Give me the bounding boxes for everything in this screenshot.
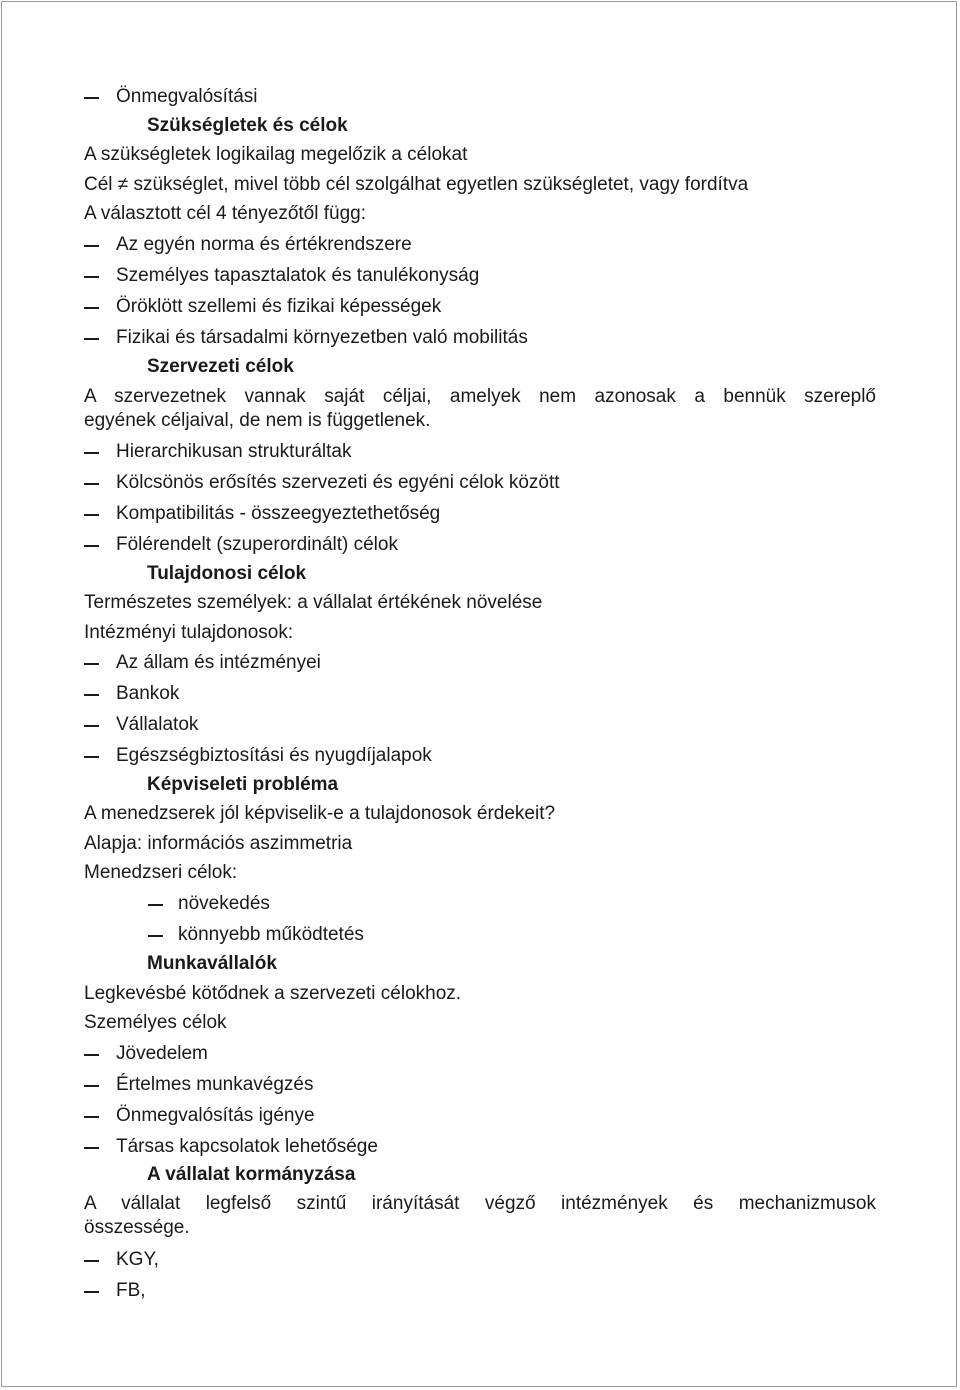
- list-item: Fizikai és társadalmi környezetben való mobilitás: [116, 327, 528, 348]
- bullet-dash: [84, 1054, 99, 1056]
- list-item: Az egyén norma és értékrendszere: [116, 234, 412, 255]
- bullet-dash: [84, 756, 99, 758]
- bullet-dash: [84, 1260, 99, 1262]
- bullet-dash: [84, 338, 99, 340]
- section-heading: Szükségletek és célok: [147, 115, 348, 136]
- list-item: Értelmes munkavégzés: [116, 1074, 314, 1095]
- bullet-dash: [84, 483, 99, 485]
- bullet-dash: [84, 452, 99, 454]
- paragraph: [84, 385, 876, 433]
- paragraph: [84, 1192, 876, 1240]
- section-heading: A vállalat kormányzása: [147, 1164, 356, 1185]
- list-item: Hierarchikusan strukturáltak: [116, 441, 352, 462]
- bullet-dash: [84, 694, 99, 696]
- list-item: Kompatibilitás - összeegyeztethetőség: [116, 503, 441, 524]
- list-item: Fölérendelt (szuperordinált) célok: [116, 534, 398, 555]
- paragraph-line: összessége.: [84, 1217, 190, 1238]
- text-line: Menedzseri célok:: [84, 862, 238, 883]
- text-line: Személyes célok: [84, 1012, 227, 1033]
- bullet-dash: [84, 1147, 99, 1149]
- section-heading: Szervezeti célok: [147, 356, 294, 377]
- bullet-dash: [148, 904, 163, 906]
- paragraph-line: A szervezetnek vannak saját céljai, amelyek nem azonosak a bennük szereplő: [84, 386, 876, 407]
- list-item: Társas kapcsolatok lehetősége: [116, 1136, 378, 1157]
- text-line: A választott cél 4 tényezőtől függ:: [84, 203, 367, 224]
- bullet-dash: [84, 1291, 99, 1293]
- section-heading: Képviseleti probléma: [147, 774, 339, 795]
- list-item: Vállalatok: [116, 714, 199, 735]
- list-item: Az állam és intézményei: [116, 652, 321, 673]
- text-line: A menedzserek jól képviselik-e a tulajdonosok érdekeit?: [84, 803, 556, 824]
- text-line: Természetes személyek: a vállalat értékének növelése: [84, 592, 543, 613]
- list-item: Kölcsönös erősítés szervezeti és egyéni célok között: [116, 472, 560, 493]
- bullet-dash: [84, 97, 99, 99]
- bullet-dash: [84, 514, 99, 516]
- list-item: Személyes tapasztalatok és tanulékonyság: [116, 265, 480, 286]
- bullet-dash: [84, 245, 99, 247]
- text-line: A szükségletek logikailag megelőzik a célokat: [84, 144, 468, 165]
- list-item: növekedés: [178, 893, 270, 914]
- list-item: FB,: [116, 1280, 146, 1301]
- list-item: Önmegvalósítási: [116, 86, 258, 107]
- text-line: Intézményi tulajdonosok:: [84, 622, 294, 643]
- bullet-dash: [84, 725, 99, 727]
- paragraph-line: egyének céljaival, de nem is függetlenek.: [84, 410, 431, 431]
- bullet-dash: [84, 1085, 99, 1087]
- bullet-dash: [84, 545, 99, 547]
- list-item: Bankok: [116, 683, 180, 704]
- list-item: KGY,: [116, 1249, 159, 1270]
- text-line: Legkevésbé kötődnek a szervezeti célokhoz.: [84, 983, 462, 1004]
- section-heading: Tulajdonosi célok: [147, 563, 307, 584]
- bullet-dash: [148, 935, 163, 937]
- list-item: Egészségbiztosítási és nyugdíjalapok: [116, 745, 432, 766]
- bullet-dash: [84, 1116, 99, 1118]
- list-item: Öröklött szellemi és fizikai képességek: [116, 296, 442, 317]
- paragraph-line: A vállalat legfelső szintű irányítását végző intézmények és mechanizmusok: [84, 1193, 876, 1214]
- section-heading: Munkavállalók: [147, 953, 277, 974]
- bullet-dash: [84, 307, 99, 309]
- text-line: Alapja: információs aszimmetria: [84, 833, 353, 854]
- list-item: könnyebb működtetés: [178, 924, 364, 945]
- bullet-dash: [84, 276, 99, 278]
- list-item: Jövedelem: [116, 1043, 208, 1064]
- list-item: Önmegvalósítás igénye: [116, 1105, 315, 1126]
- bullet-dash: [84, 663, 99, 665]
- text-line: Cél ≠ szükséglet, mivel több cél szolgálhat egyetlen szükségletet, vagy fordítva: [84, 174, 749, 195]
